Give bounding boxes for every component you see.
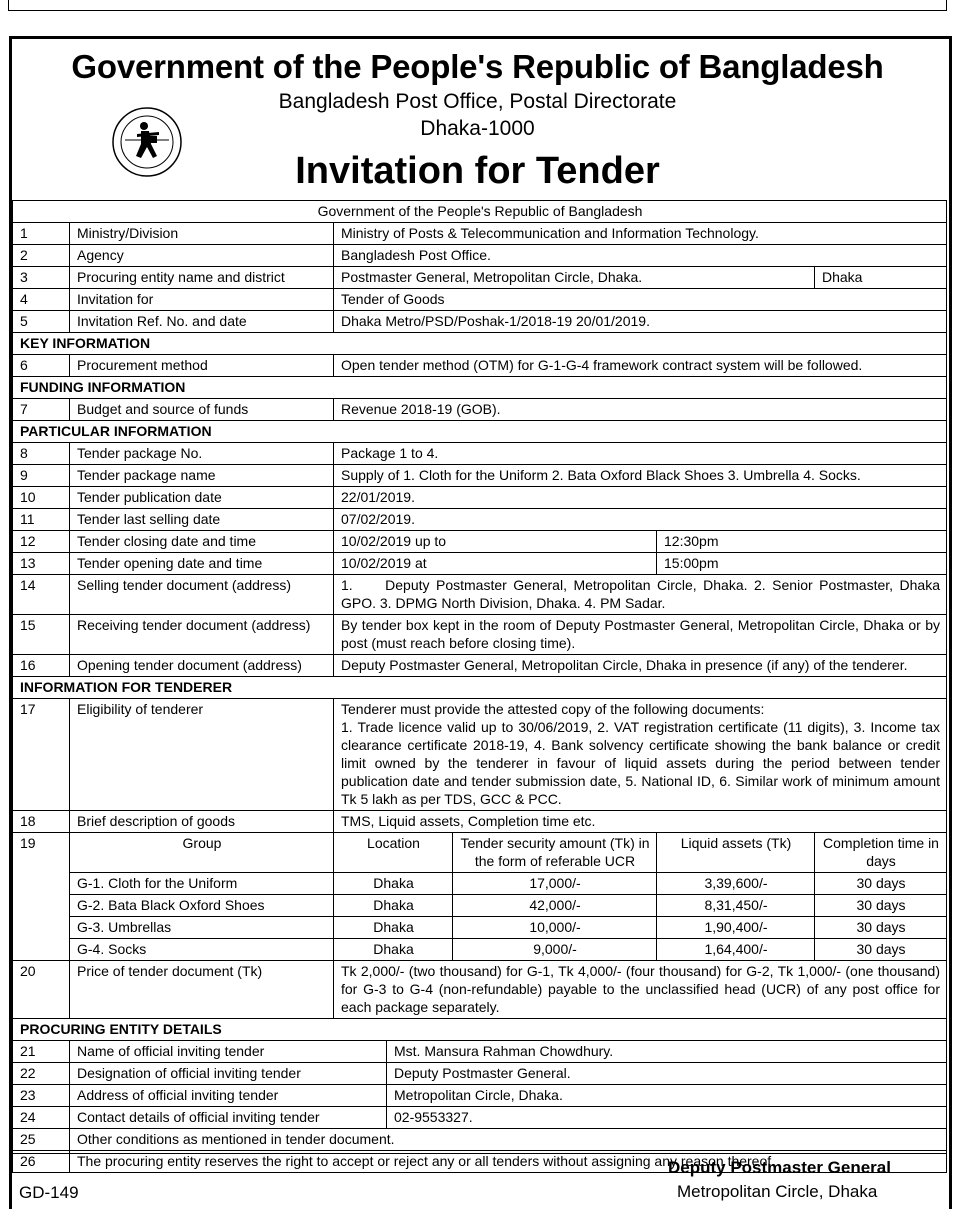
row-label: Ministry/Division: [70, 223, 334, 245]
eligibility-cell: [334, 699, 947, 811]
group-name: G-3. Umbrellas: [70, 917, 334, 939]
row-number: 13: [13, 553, 70, 575]
row-number: 24: [13, 1107, 70, 1129]
section-row: [13, 421, 947, 443]
row-label: Tender opening date and time: [70, 553, 334, 575]
group-location: Dhaka: [334, 917, 453, 939]
row-number: 26: [13, 1151, 70, 1173]
row-label: Price of tender document (Tk): [70, 961, 334, 1019]
group-location: Dhaka: [334, 939, 453, 961]
group-completion: 30 days: [815, 895, 947, 917]
table-row: [13, 699, 947, 811]
table-row: [13, 811, 947, 833]
group-name: G-4. Socks: [70, 939, 334, 961]
security-header: Tender security amount (Tk) in the form of referable UCR: [453, 833, 657, 873]
row-value: By tender box kept in the room of Deputy Postmaster General, Metropolitan Circle, Dhaka or by post (must reach before closing time).: [334, 615, 947, 655]
row-value: Tender of Goods: [334, 289, 947, 311]
row-value: 1. Deputy Postmaster General, Metropolitan Circle, Dhaka. 2. Senior Postmaster, Dhaka GPO. 3. DPMG North Division, Dhaka. 4. PM Sadar.: [334, 575, 947, 615]
table-row: [13, 553, 947, 575]
eligibility-intro: Tenderer must provide the attested copy of the following documents:: [341, 701, 765, 717]
row-label: Budget and source of funds: [70, 399, 334, 421]
row-number: 8: [13, 443, 70, 465]
row-value: Ministry of Posts & Telecommunication and Information Technology.: [334, 223, 947, 245]
group-location: Dhaka: [334, 873, 453, 895]
table-row: [13, 223, 947, 245]
group-security: 17,000/-: [453, 873, 657, 895]
section-heading-particular: PARTICULAR INFORMATION: [13, 421, 947, 443]
row-number: 5: [13, 311, 70, 333]
row-value: TMS, Liquid assets, Completion time etc.: [334, 811, 947, 833]
row-label: Tender closing date and time: [70, 531, 334, 553]
group-row: [13, 917, 947, 939]
row-label: Procurement method: [70, 355, 334, 377]
table-row: [13, 465, 947, 487]
row-label: Contact details of official inviting tender: [70, 1107, 387, 1129]
row-value: Dhaka Metro/PSD/Poshak-1/2018-19 20/01/2019.: [334, 311, 947, 333]
notice-title: Invitation for Tender: [295, 150, 660, 192]
signatory-title: Deputy Postmaster General: [668, 1158, 891, 1177]
group-security: 42,000/-: [453, 895, 657, 917]
row-number: 9: [13, 465, 70, 487]
row-number: 25: [13, 1129, 70, 1151]
post-office-logo-icon: [111, 106, 183, 178]
group-security: 10,000/-: [453, 917, 657, 939]
location-header: Location: [334, 833, 453, 873]
row-label: Brief description of goods: [70, 811, 334, 833]
row-label: Name of official inviting tender: [70, 1041, 387, 1063]
section-heading-tenderer: INFORMATION FOR TENDERER: [13, 677, 947, 699]
table-row: [13, 443, 947, 465]
group-completion: 30 days: [815, 917, 947, 939]
row-number: 7: [13, 399, 70, 421]
row-value: Package 1 to 4.: [334, 443, 947, 465]
row-value: Deputy Postmaster General, Metropolitan Circle, Dhaka in presence (if any) of the tenderer.: [334, 655, 947, 677]
group-liquid-assets: 8,31,450/-: [657, 895, 815, 917]
row-number: 22: [13, 1063, 70, 1085]
section-heading-procuring: PROCURING ENTITY DETAILS: [13, 1019, 947, 1041]
closing-date: 10/02/2019 up to: [334, 531, 657, 553]
row-label: Agency: [70, 245, 334, 267]
section-heading-key: KEY INFORMATION: [13, 333, 947, 355]
section-row: [13, 1019, 947, 1041]
table-row: [13, 961, 947, 1019]
row-number: 18: [13, 811, 70, 833]
row-value: Metropolitan Circle, Dhaka.: [387, 1085, 947, 1107]
row-number: 11: [13, 509, 70, 531]
row-label: Invitation for: [70, 289, 334, 311]
row-label: Eligibility of tenderer: [70, 699, 334, 811]
group-name: G-1. Cloth for the Uniform: [70, 873, 334, 895]
group-completion: 30 days: [815, 939, 947, 961]
row-number: 16: [13, 655, 70, 677]
row-number: 21: [13, 1041, 70, 1063]
group-header-row: [13, 833, 947, 873]
group-completion: 30 days: [815, 873, 947, 895]
group-location: Dhaka: [334, 895, 453, 917]
group-name: G-2. Bata Black Oxford Shoes: [70, 895, 334, 917]
table-row: [13, 531, 947, 553]
table-row: [13, 615, 947, 655]
row-number: 12: [13, 531, 70, 553]
section-heading-funding: FUNDING INFORMATION: [13, 377, 947, 399]
table-row: [13, 311, 947, 333]
row-number: 1: [13, 223, 70, 245]
row-number: 15: [13, 615, 70, 655]
group-liquid-assets: 1,90,400/-: [657, 917, 815, 939]
table-row: [13, 267, 947, 289]
row-value: Postmaster General, Metropolitan Circle, Dhaka.: [334, 267, 815, 289]
row-label: Tender last selling date: [70, 509, 334, 531]
row-number: 6: [13, 355, 70, 377]
closing-time: 12:30pm: [657, 531, 947, 553]
row-number: 17: [13, 699, 70, 811]
row-value: 22/01/2019.: [334, 487, 947, 509]
table-row: [13, 655, 947, 677]
table-row: [13, 1063, 947, 1085]
section-row: [13, 377, 947, 399]
notice-code: GD-149: [19, 1183, 79, 1202]
liquid-assets-header: Liquid assets (Tk): [657, 833, 815, 873]
row-number: 3: [13, 267, 70, 289]
tender-table: [12, 200, 947, 1173]
group-row: [13, 873, 947, 895]
row-label: Designation of official inviting tender: [70, 1063, 387, 1085]
row-number: 14: [13, 575, 70, 615]
row-number: 10: [13, 487, 70, 509]
opening-time: 15:00pm: [657, 553, 947, 575]
row-value: 02-9553327.: [387, 1107, 947, 1129]
row-label: Selling tender document (address): [70, 575, 334, 615]
row-label: Tender publication date: [70, 487, 334, 509]
row-value: Bangladesh Post Office.: [334, 245, 947, 267]
row-label: Receiving tender document (address): [70, 615, 334, 655]
row-number: 2: [13, 245, 70, 267]
row-label: Opening tender document (address): [70, 655, 334, 677]
table-caption: Government of the People's Republic of Bangladesh: [13, 201, 947, 223]
completion-header: Completion time in days: [815, 833, 947, 873]
section-row: [13, 333, 947, 355]
table-row: [13, 1041, 947, 1063]
table-row: [13, 1129, 947, 1151]
table-row: [13, 245, 947, 267]
row-value: 07/02/2019.: [334, 509, 947, 531]
office-name: Bangladesh Post Office, Postal Directorate: [278, 90, 677, 113]
row-value: Supply of 1. Cloth for the Uniform 2. Bata Oxford Black Shoes 3. Umbrella 4. Socks.: [334, 465, 947, 487]
table-row: [13, 355, 947, 377]
row-label: Invitation Ref. No. and date: [70, 311, 334, 333]
office-city: Dhaka-1000: [420, 117, 535, 140]
notice-footer: [12, 1153, 946, 1205]
district-value: Dhaka: [815, 267, 947, 289]
table-row: [13, 1107, 947, 1129]
table-row: [13, 399, 947, 421]
row-label: Tender package No.: [70, 443, 334, 465]
group-liquid-assets: 3,39,600/-: [657, 873, 815, 895]
row-value: Other conditions as mentioned in tender document.: [70, 1129, 947, 1151]
row-value: Tk 2,000/- (two thousand) for G-1, Tk 4,000/- (four thousand) for G-2, Tk 1,000/- (one thousand) for G-3 to G-4 (non-refundable) payable to the unclassified head (UCR) of any post office for each package separately.: [334, 961, 947, 1019]
page-title: Government of the People's Republic of Bangladesh: [71, 48, 884, 85]
group-liquid-assets: 1,64,400/-: [657, 939, 815, 961]
group-row: [13, 895, 947, 917]
table-row: [13, 575, 947, 615]
table-row: [13, 289, 947, 311]
signatory-office: Metropolitan Circle, Dhaka: [677, 1182, 878, 1201]
row-value: Open tender method (OTM) for G-1-G-4 framework contract system will be followed.: [334, 355, 947, 377]
row-number: 20: [13, 961, 70, 1019]
previous-notice-border: [8, 0, 947, 11]
row-value: Mst. Mansura Rahman Chowdhury.: [387, 1041, 947, 1063]
row-number: 19: [13, 833, 70, 961]
section-row: [13, 677, 947, 699]
opening-date: 10/02/2019 at: [334, 553, 657, 575]
table-caption-row: [13, 201, 947, 223]
row-number: 4: [13, 289, 70, 311]
row-label: Procuring entity name and district: [70, 267, 334, 289]
table-row: [13, 1085, 947, 1107]
table-row: [13, 509, 947, 531]
row-label: Tender package name: [70, 465, 334, 487]
row-value: Deputy Postmaster General.: [387, 1063, 947, 1085]
group-security: 9,000/-: [453, 939, 657, 961]
row-number: 23: [13, 1085, 70, 1107]
group-row: [13, 939, 947, 961]
table-row: [13, 487, 947, 509]
group-header: Group: [70, 833, 334, 873]
row-value: The procuring entity reserves the right to accept or reject any or all tenders without assigning any reason thereof.: [70, 1151, 947, 1173]
row-label: Address of official inviting tender: [70, 1085, 387, 1107]
eligibility-documents: 1. Trade licence valid up to 30/06/2019, 2. VAT registration certificate (11 digits), 3. Income tax clearance certificate 2018-19, 4. Bank solvency certificate showing the bank balance or credit limit owned by the tenderer in favour of liquid assets during the period between tender publication date and tender submission date, 5. National ID, 6. Similar work of minimum amount Tk 5 lakh as per TDS, GCC & PCC.: [341, 719, 941, 807]
row-value: Revenue 2018-19 (GOB).: [334, 399, 947, 421]
